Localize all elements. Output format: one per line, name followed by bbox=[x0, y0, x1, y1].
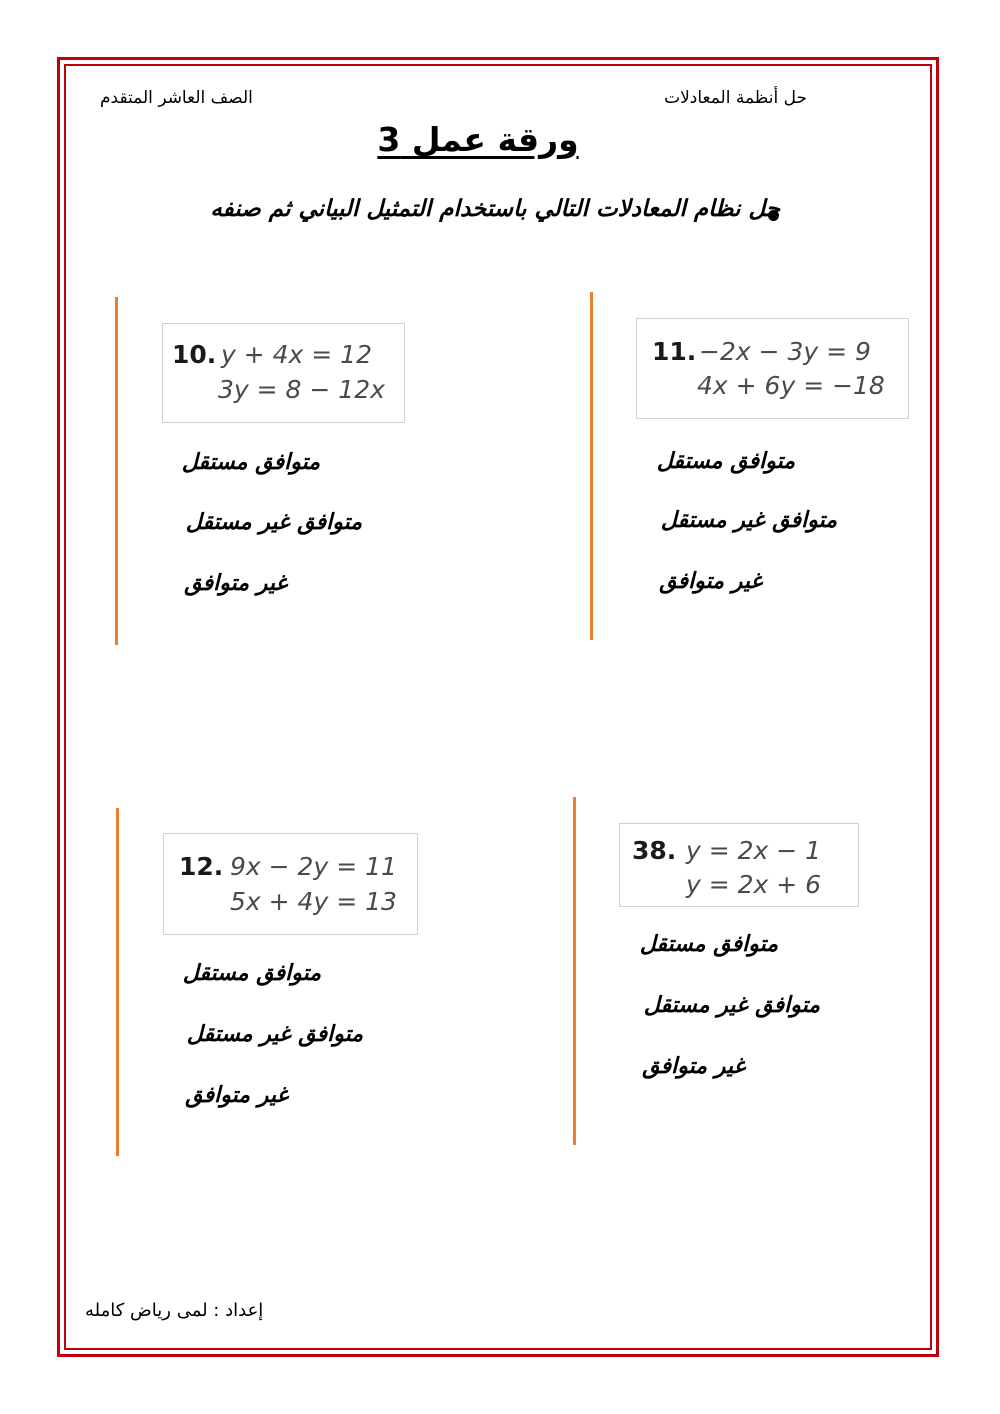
problem-number: 12. bbox=[179, 852, 224, 881]
divider-line bbox=[116, 808, 119, 1156]
equation-1: y = 2x − 1 bbox=[686, 836, 822, 865]
header-topic: حل أنظمة المعادلات bbox=[664, 88, 807, 108]
option-consistent-independent[interactable]: متوافق مستقل bbox=[639, 932, 778, 957]
problem-number: 38. bbox=[632, 836, 677, 865]
equation-1: −2x − 3y = 9 bbox=[699, 337, 871, 366]
equation-1: 9x − 2y = 11 bbox=[230, 852, 397, 881]
page-border-inner bbox=[64, 64, 932, 1350]
option-consistent-dependent[interactable]: متوافق غير مستقل bbox=[186, 1022, 363, 1047]
divider-line bbox=[590, 292, 593, 640]
divider-line bbox=[115, 297, 118, 645]
equation-box-10 bbox=[162, 323, 405, 423]
page-title: ورقة عمل 3 bbox=[377, 120, 579, 159]
option-inconsistent[interactable]: غير متوافق bbox=[184, 571, 287, 596]
equation-2: 3y = 8 − 12x bbox=[218, 375, 385, 404]
equation-2: 4x + 6y = −18 bbox=[697, 371, 885, 400]
equation-2: 5x + 4y = 13 bbox=[230, 887, 397, 916]
instruction-text: حل نظام المعادلات التالي باستخدام التمثيل البياني ثم صنفه bbox=[210, 196, 780, 222]
option-consistent-dependent[interactable]: متوافق غير مستقل bbox=[643, 993, 820, 1018]
problem-number: 11. bbox=[652, 337, 697, 366]
option-consistent-independent[interactable]: متوافق مستقل bbox=[181, 450, 320, 475]
option-consistent-independent[interactable]: متوافق مستقل bbox=[656, 449, 795, 474]
option-inconsistent[interactable]: غير متوافق bbox=[659, 569, 762, 594]
equation-box-11 bbox=[636, 318, 909, 419]
option-consistent-dependent[interactable]: متوافق غير مستقل bbox=[660, 508, 837, 533]
divider-line bbox=[573, 797, 576, 1145]
option-consistent-dependent[interactable]: متوافق غير مستقل bbox=[185, 510, 362, 535]
option-inconsistent[interactable]: غير متوافق bbox=[642, 1054, 745, 1079]
header-grade: الصف العاشر المتقدم bbox=[100, 88, 253, 108]
equation-box-12 bbox=[163, 833, 418, 935]
equation-1: y + 4x = 12 bbox=[221, 340, 372, 369]
equation-box-38 bbox=[619, 823, 859, 907]
equation-2: y = 2x + 6 bbox=[686, 870, 822, 899]
option-consistent-independent[interactable]: متوافق مستقل bbox=[182, 961, 321, 986]
problem-number: 10. bbox=[172, 340, 217, 369]
author-credit: إعداد : لمى رياض كامله bbox=[85, 1300, 264, 1321]
option-inconsistent[interactable]: غير متوافق bbox=[185, 1083, 288, 1108]
